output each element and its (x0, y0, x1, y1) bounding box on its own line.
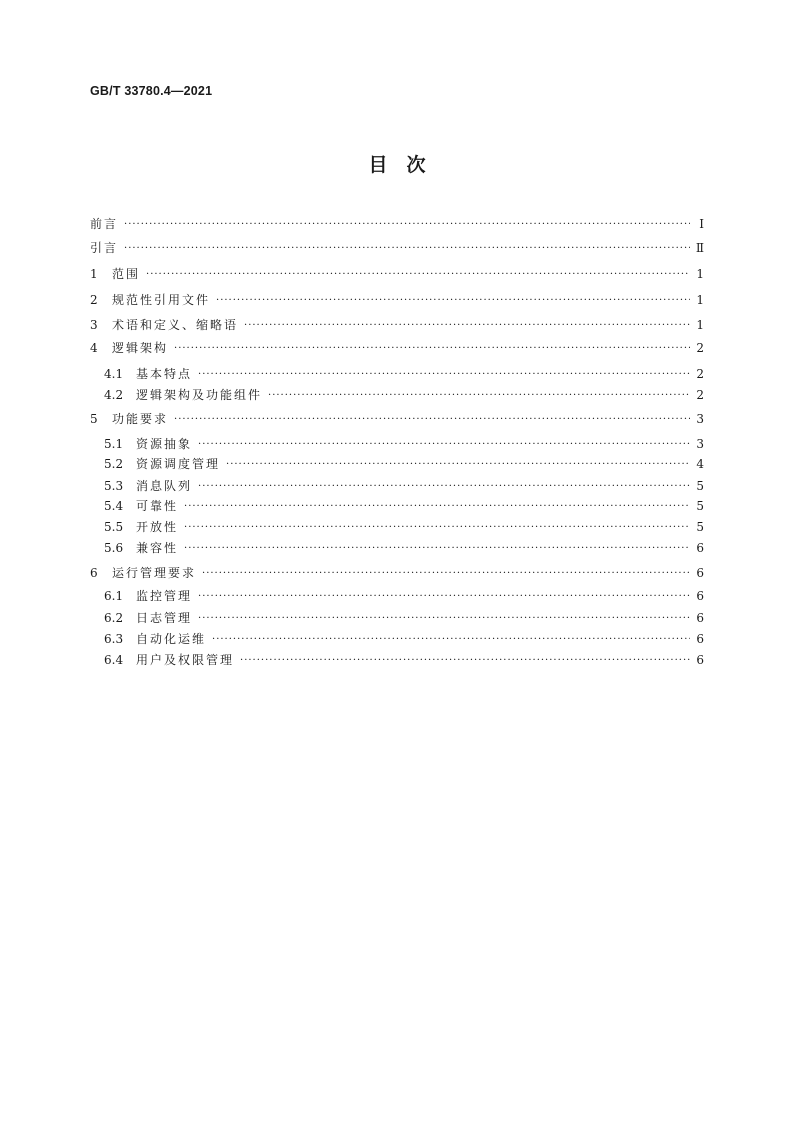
toc-entry-label: 范围 (112, 267, 141, 281)
toc-leader-dots (198, 436, 690, 454)
toc-entry[interactable] (90, 409, 704, 429)
toc-entry[interactable] (90, 238, 704, 258)
toc-entry-label: 自动化运维 (136, 632, 207, 646)
toc-entry-label: 可靠性 (136, 499, 179, 513)
toc-entry[interactable] (90, 608, 704, 628)
toc-leader-dots (198, 366, 690, 384)
toc-leader-dots (124, 216, 690, 234)
toc-entry-page: 1 (696, 267, 704, 281)
toc-entry[interactable] (90, 315, 704, 335)
toc-entry[interactable] (90, 650, 704, 670)
toc-entry-number: 6.1 (104, 589, 124, 603)
toc-entry-page: 6 (696, 632, 704, 646)
toc-entry-label: 资源抽象 (136, 437, 193, 451)
toc-entry-number: 6.3 (104, 632, 124, 646)
toc-entry[interactable] (90, 586, 704, 606)
toc-entry-page: 2 (696, 341, 704, 355)
toc-entry[interactable] (90, 385, 704, 405)
toc-entry-page: 4 (696, 457, 704, 471)
toc-entry[interactable] (90, 563, 704, 583)
toc-entry[interactable] (90, 290, 704, 310)
toc-entry-page: 6 (696, 589, 704, 603)
toc-leader-dots (212, 631, 690, 649)
toc-entry[interactable] (90, 517, 704, 537)
toc-entry-page: 6 (696, 653, 704, 667)
toc-entry-label: 术语和定义、缩略语 (112, 318, 239, 332)
toc-entry[interactable] (90, 264, 704, 284)
toc-entry-page: 1 (696, 293, 704, 307)
toc-leader-dots (146, 266, 690, 284)
toc-leader-dots (202, 565, 690, 583)
toc-leader-dots (174, 411, 690, 429)
toc-entry-page: 2 (696, 367, 704, 381)
toc-entry-number: 5 (90, 412, 98, 426)
toc-entry-page: Ⅰ (699, 217, 704, 231)
standard-code: GB/T 33780.4—2021 (90, 84, 213, 98)
toc-entry-number: 4.1 (104, 367, 124, 381)
toc-entry-number: 5.2 (104, 457, 124, 471)
toc-entry-number: 4 (90, 341, 98, 355)
toc-entry-number: 6 (90, 566, 98, 580)
toc-entry-number: 1 (90, 267, 98, 281)
toc-entry[interactable] (90, 434, 704, 454)
toc-entry-label: 基本特点 (136, 367, 193, 381)
toc-leader-dots (124, 240, 690, 258)
toc-entry-label: 兼容性 (136, 541, 179, 555)
toc-entry-page: 3 (696, 437, 704, 451)
toc-leader-dots (198, 478, 690, 496)
toc-entry-label: 逻辑架构 (112, 341, 169, 355)
toc-entry-label: 功能要求 (112, 412, 169, 426)
toc-entry-label: 逻辑架构及功能组件 (136, 388, 263, 402)
toc-leader-dots (240, 652, 690, 670)
toc-entry[interactable] (90, 338, 704, 358)
toc-leader-dots (198, 610, 690, 628)
toc-entry-label: 开放性 (136, 520, 179, 534)
page-title: 目 次 (368, 154, 426, 176)
toc-leader-dots (226, 456, 690, 474)
toc-entry-page: Ⅱ (695, 241, 704, 255)
toc-entry-page: 6 (696, 611, 704, 625)
toc-entry-label: 规范性引用文件 (112, 293, 211, 307)
toc-leader-dots (184, 540, 690, 558)
toc-leader-dots (174, 340, 690, 358)
toc-leader-dots (216, 292, 690, 310)
toc-entry-number: 4.2 (104, 388, 124, 402)
toc-entry-number: 5.3 (104, 479, 124, 493)
toc-entry-page: 5 (696, 499, 704, 513)
toc-entry-number: 6.2 (104, 611, 124, 625)
toc-leader-dots (268, 387, 690, 405)
toc-entry[interactable] (90, 214, 704, 234)
toc-leader-dots (184, 519, 690, 537)
toc-leader-dots (184, 498, 690, 516)
toc-leader-dots (244, 317, 690, 335)
toc-leader-dots (198, 588, 690, 606)
toc-entry[interactable] (90, 629, 704, 649)
toc-entry-page: 6 (696, 566, 704, 580)
toc-entry[interactable] (90, 496, 704, 516)
toc-entry[interactable] (90, 538, 704, 558)
toc-entry-page: 2 (696, 388, 704, 402)
toc-entry-page: 3 (696, 412, 704, 426)
toc-entry-label: 引言 (90, 241, 119, 255)
toc-entry-label: 前言 (90, 217, 119, 231)
toc-entry[interactable] (90, 454, 704, 474)
toc-entry-number: 5.1 (104, 437, 124, 451)
toc-entry-number: 6.4 (104, 653, 124, 667)
toc-entry-label: 运行管理要求 (112, 566, 197, 580)
toc-entry-label: 日志管理 (136, 611, 193, 625)
toc-entry-label: 资源调度管理 (136, 457, 221, 471)
toc-entry-number: 2 (90, 293, 98, 307)
toc-entry-number: 5.5 (104, 520, 124, 534)
toc-entry-page: 5 (696, 479, 704, 493)
toc-entry-label: 用户及权限管理 (136, 653, 235, 667)
toc-entry-number: 3 (90, 318, 98, 332)
toc-entry-page: 5 (696, 520, 704, 534)
toc-entry-number: 5.4 (104, 499, 124, 513)
toc-entry[interactable] (90, 364, 704, 384)
toc-entry[interactable] (90, 476, 704, 496)
toc-entry-page: 1 (696, 318, 704, 332)
toc-entry-label: 消息队列 (136, 479, 193, 493)
toc-entry-label: 监控管理 (136, 589, 193, 603)
toc-entry-page: 6 (696, 541, 704, 555)
toc-entry-number: 5.6 (104, 541, 124, 555)
